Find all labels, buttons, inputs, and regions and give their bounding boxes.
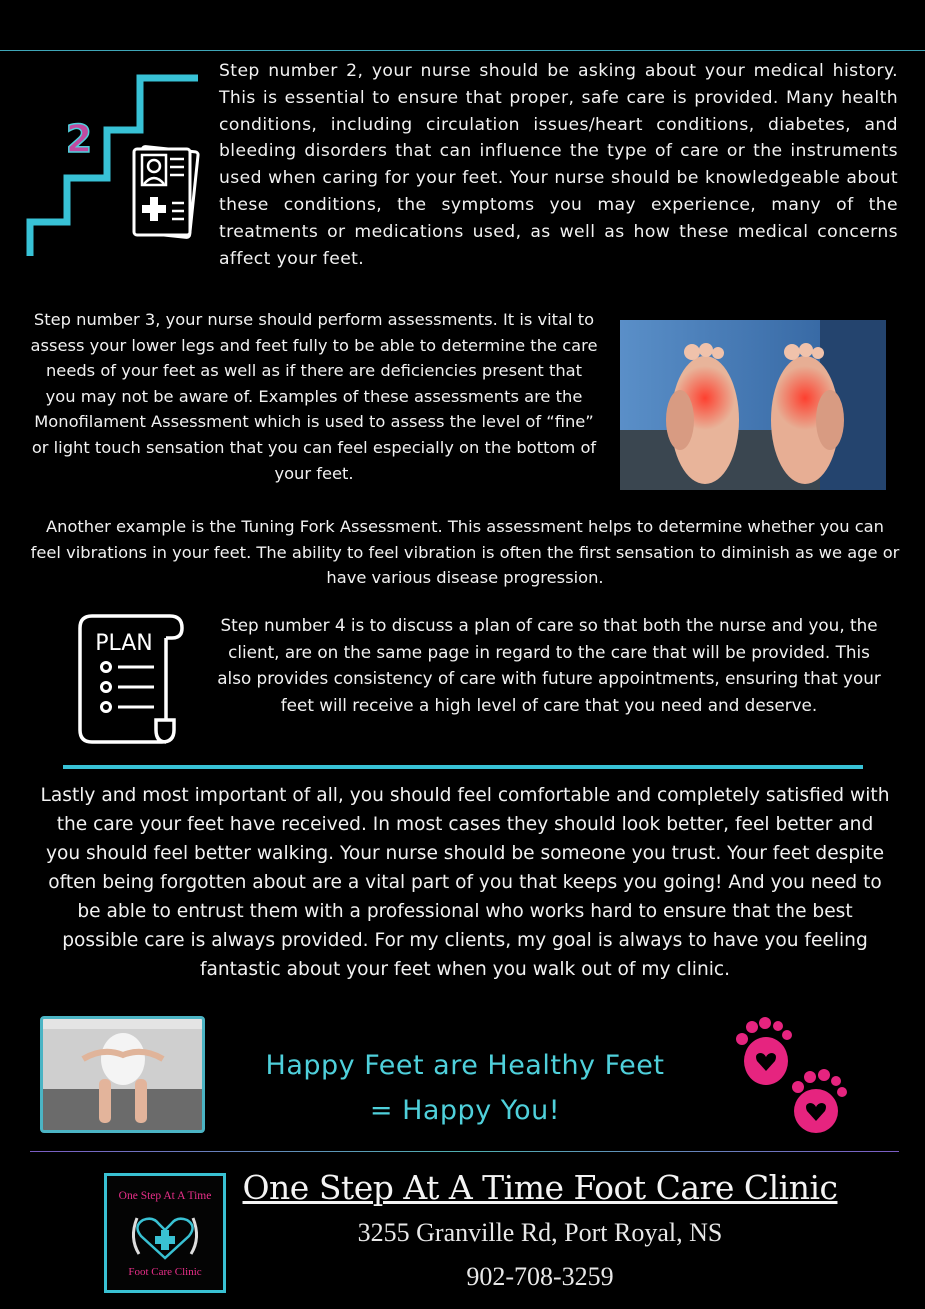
footer-divider <box>30 1151 899 1152</box>
logo-heart-feet-icon <box>125 1208 205 1264</box>
stretching-photo <box>40 1016 205 1133</box>
step-4-paragraph: Step number 4 is to discuss a plan of care so that both the nurse and you, the client, are on the same page in regard to the care that will be provided. This also provides consistency of care with future appointments, ensuring that your feet will receive a high level of care that you need and deserve. <box>217 615 881 715</box>
logo-bottom-text: Foot Care Clinic <box>128 1266 202 1278</box>
closing-paragraph: Lastly and most important of all, you should feel comfortable and completely satisfied with the care your feet have received. In most cases they should look better, feel better and you should feel better walking. Your nurse should be someone you trust. Your feet despite often being forgotten about are a vital part of you that keeps you going! And you need to be able to entrust them with a professional who works hard to ensure that the best possible care is always provided. For my clients, my goal is always to have you feeling fantastic about your feet when you walk out of my clinic. <box>40 785 890 980</box>
slogan-line-1: Happy Feet are Healthy Feet <box>265 1050 665 1081</box>
logo-top-text: One Step At A Time <box>118 1190 212 1202</box>
medical-record-icon <box>130 145 200 241</box>
slogan <box>210 1043 720 1133</box>
painful-feet-photo <box>620 320 886 490</box>
step-3-continued-paragraph: Another example is the Tuning Fork Assessment. This assessment helps to determine whether you can feel vibrations in your feet. The ability to feel vibration is often the first sensation to diminish as we age or have various disease progression. <box>30 517 900 588</box>
clinic-address: 3255 Granville Rd, Port Royal, NS <box>357 1218 723 1247</box>
step-3-paragraph: Step number 3, your nurse should perform assessments. It is vital to assess your lower legs and feet fully to be able to determine the care needs of your feet as well as if there are deficiencies present that you may not be aware of. Examples of these assessments are the Monofilament Assessment which is used to assess the level of “fine” or light touch sensation that you can feel especially on the bottom of your feet. <box>30 310 598 483</box>
step-2-paragraph: Step number 2, your nurse should be asking about your medical history. This is essential to ensure that proper, safe care is provided. Many health conditions, including circulation issues/heart conditions, diabetes, and bleeding disorders that can influence the type of care or the instruments used when caring for your feet. Your nurse should be knowledgeable about these conditions, the symptoms you may experience, many of the treatments or medications used, as well as how these medical concerns affect your feet. <box>219 61 898 269</box>
step-number-badge <box>62 116 96 160</box>
clinic-name: One Step At A Time Foot Care Clinic <box>242 1168 838 1207</box>
footprints-icon <box>732 1015 862 1135</box>
top-divider <box>0 50 925 51</box>
clinic-phone: 902-708-3259 <box>466 1262 614 1291</box>
plan-icon-label: PLAN <box>95 631 153 656</box>
slogan-line-2: = Happy You! <box>369 1095 561 1126</box>
mid-divider <box>63 765 863 769</box>
badge-two-glyph: 2 <box>65 117 93 160</box>
clinic-logo <box>104 1173 226 1293</box>
plan-scroll-icon <box>70 610 190 750</box>
